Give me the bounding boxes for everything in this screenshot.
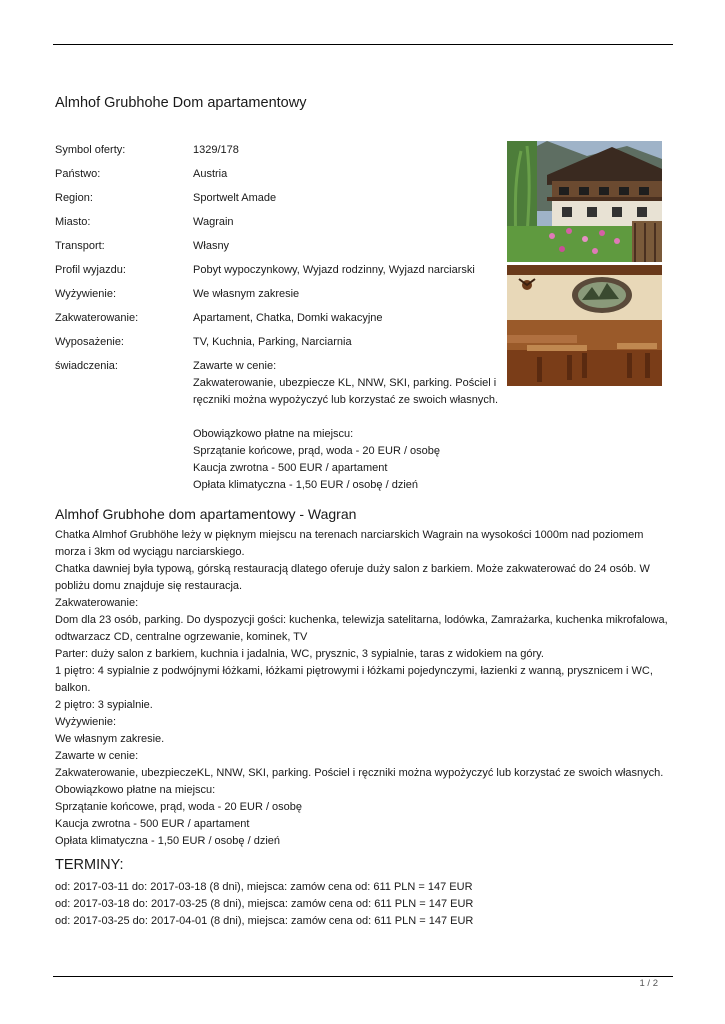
spec-row-equipment	[55, 334, 510, 358]
spec-row-board	[55, 286, 510, 310]
spec-value: Wagrain	[193, 216, 234, 228]
spec-label: Państwo:	[55, 168, 101, 180]
header-rule	[53, 44, 673, 45]
description-paragraph: 2 piętro: 3 sypialnie.	[55, 699, 153, 711]
spec-label: Wyposażenie:	[55, 336, 124, 348]
spec-row-transport	[55, 238, 510, 262]
spec-row-region	[55, 190, 510, 214]
spec-value: Własny	[193, 240, 230, 252]
section-title: Almhof Grubhohe dom apartamentowy - Wagran	[55, 506, 357, 522]
services-line: Zakwaterowanie, ubezpiecze KL, NNW, SKI, parking. Pościel i	[193, 377, 497, 389]
offer-spec-table	[55, 142, 510, 494]
description-paragraph: Parter: duży salon z barkiem, kuchnia i jadalnia, WC, prysznic, 3 sypialnie, taras z widokiem na góry.	[55, 648, 544, 660]
spec-label: świadczenia:	[55, 360, 118, 372]
spec-row-trip-profile	[55, 262, 510, 286]
description-paragraph: We własnym zakresie.	[55, 733, 165, 745]
services-line	[193, 409, 510, 426]
dining-room-photo	[507, 265, 662, 386]
spec-label: Symbol oferty:	[55, 144, 126, 156]
services-line: Kaucja zwrotna - 500 EUR / apartament	[193, 462, 388, 474]
spec-value: 1329/178	[193, 144, 239, 156]
description-paragraph: Zakwaterowanie, ubezpieczeKL, NNW, SKI, parking. Pościel i ręczniki można wypożyczyć lub korzystać ze swoich własnych.	[55, 767, 664, 779]
terms-list	[55, 879, 473, 930]
services-line: Opłata klimatyczna - 1,50 EUR / osobę / dzień	[193, 479, 418, 491]
spec-value: Austria	[193, 168, 228, 180]
term-item: od: 2017-03-18 do: 2017-03-25 (8 dni), miejsca: zamów cena od: 611 PLN = 147 EUR	[55, 898, 474, 910]
services-line: ręczniki można wypożyczyć lub korzystać ze swoich własnych.	[193, 394, 499, 406]
description-paragraph: Sprzątanie końcowe, prąd, woda - 20 EUR / osobę	[55, 801, 303, 813]
services-line: Sprzątanie końcowe, prąd, woda - 20 EUR / osobę	[193, 445, 441, 457]
term-item: od: 2017-03-25 do: 2017-04-01 (8 dni), miejsca: zamów cena od: 611 PLN = 147 EUR	[55, 915, 474, 927]
spec-value: TV, Kuchnia, Parking, Narciarnia	[193, 336, 352, 348]
spec-label: Transport:	[55, 240, 105, 252]
spec-row-city	[55, 214, 510, 238]
spec-label: Region:	[55, 192, 93, 204]
spec-row-services	[55, 358, 510, 494]
terms-heading: TERMINY:	[55, 857, 124, 873]
term-item: od: 2017-03-11 do: 2017-03-18 (8 dni), miejsca: zamów cena od: 611 PLN = 147 EUR	[55, 881, 473, 893]
spec-value: Apartament, Chatka, Domki wakacyjne	[193, 312, 383, 324]
description-text	[55, 527, 675, 850]
spec-row-country	[55, 166, 510, 190]
spec-value: Pobyt wypoczynkowy, Wyjazd rodzinny, Wyjazd narciarski	[193, 264, 475, 276]
description-paragraph: Chatka Almhof Grubhöhe leży w pięknym miejscu na terenach narciarskich Wagrain na wysokości 1000m nad poziomem morza i 3km od wyciągu narciarskiego.	[55, 529, 644, 558]
spec-row-offer-symbol	[55, 142, 510, 166]
services-text	[193, 358, 510, 494]
spec-row-accommodation	[55, 310, 510, 334]
spec-value: We własnym zakresie	[193, 288, 300, 300]
footer-rule	[53, 976, 673, 977]
description-paragraph: 1 piętro: 4 sypialnie z podwójnymi łóżkami, łóżkami piętrowymi i łóżkami pojedynczymi, łazienki z wanną, prysznicem i WC, balkon.	[55, 665, 653, 694]
page-title: Almhof Grubhohe Dom apartamentowy	[55, 95, 307, 111]
description-paragraph: Opłata klimatyczna - 1,50 EUR / osobę / dzień	[55, 835, 280, 847]
description-paragraph: Zakwaterowanie:	[55, 597, 139, 609]
description-paragraph: Dom dla 23 osób, parking. Do dyspozycji gości: kuchenka, telewizja satelitarna, lodówka, Zamrażarka, kuchenka mikrofalowa, odtwarzacz CD, centralne ogrzewanie, kominek, TV	[55, 614, 668, 643]
description-paragraph: Kaucja zwrotna - 500 EUR / apartament	[55, 818, 250, 830]
description-paragraph: Zawarte w cenie:	[55, 750, 139, 762]
description-paragraph: Wyżywienie:	[55, 716, 117, 728]
spec-label: Profil wyjazdu:	[55, 264, 126, 276]
description-paragraph: Chatka dawniej była typową, górską restauracją dlatego oferuje duży salon z barkiem. Może zakwaterować do 24 osób. W pobliżu domu znajduje się restauracja.	[55, 563, 650, 592]
spec-label: Wyżywienie:	[55, 288, 117, 300]
page-number: 1 / 2	[639, 978, 658, 989]
spec-label: Zakwaterowanie:	[55, 312, 139, 324]
services-line: Obowiązkowo płatne na miejscu:	[193, 428, 354, 440]
chalet-exterior-photo	[507, 141, 662, 262]
spec-label: Miasto:	[55, 216, 91, 228]
description-paragraph: Obowiązkowo płatne na miejscu:	[55, 784, 216, 796]
spec-value: Sportwelt Amade	[193, 192, 277, 204]
services-line: Zawarte w cenie:	[193, 360, 277, 372]
